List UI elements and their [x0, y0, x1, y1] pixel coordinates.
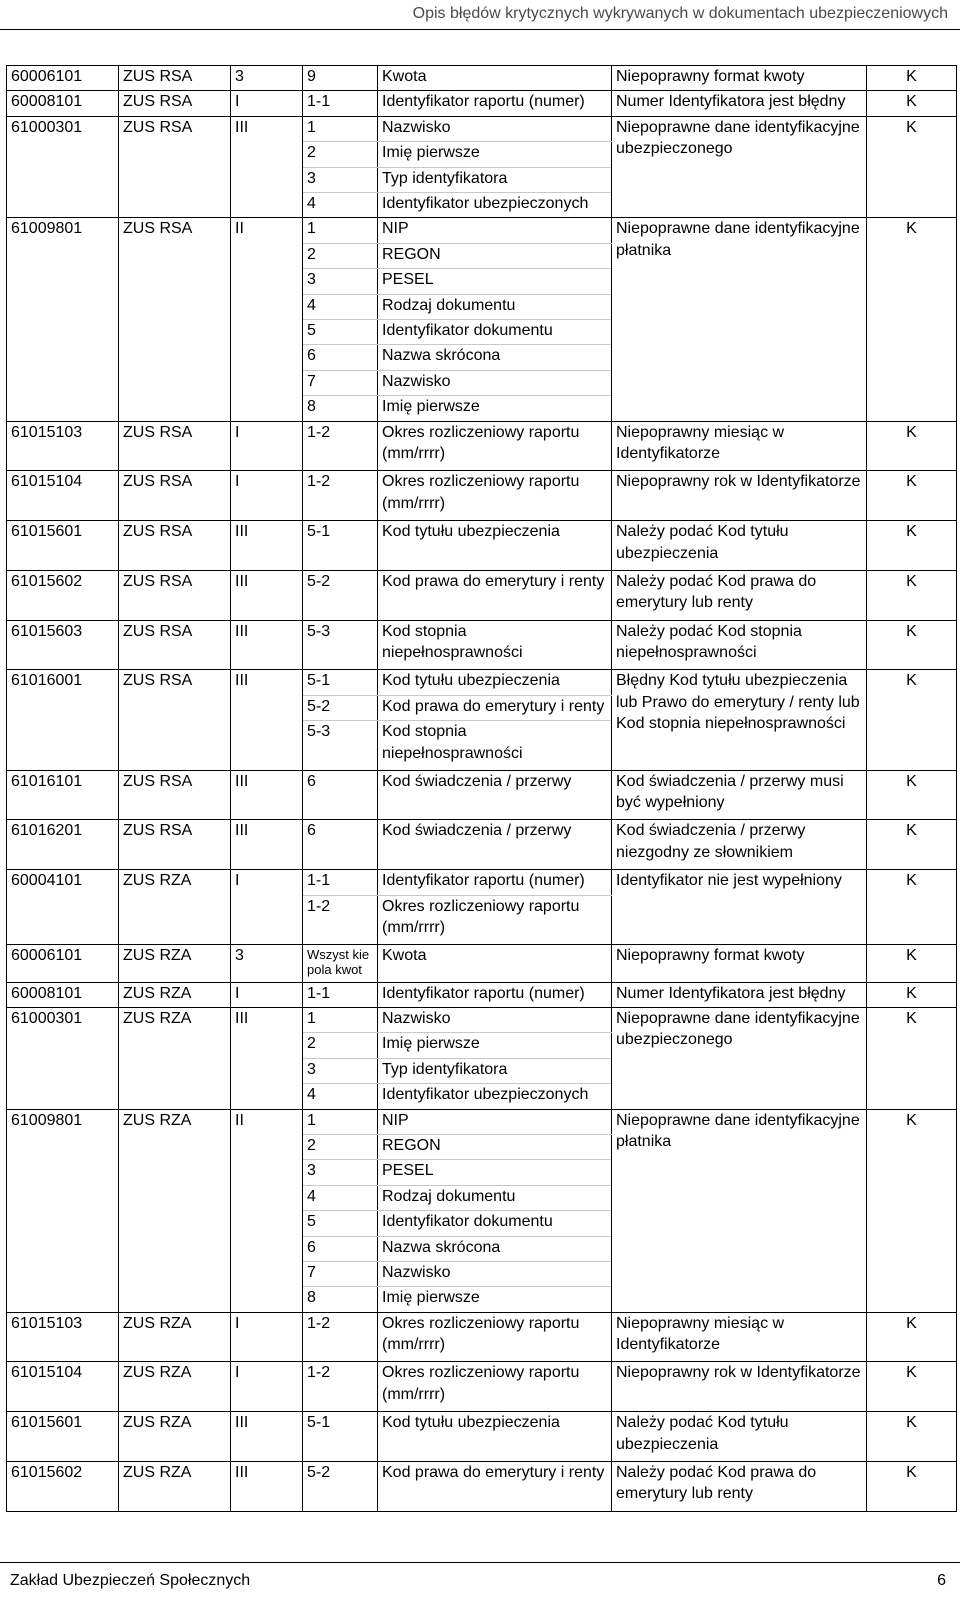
field-position: 5 — [303, 320, 378, 345]
table-row — [7, 1461, 957, 1511]
error-description: Niepoprawne dane identyfikacyjne płatnika — [612, 1109, 867, 1312]
section: I — [231, 421, 303, 471]
table-row — [7, 66, 957, 91]
error-description: Kod świadczenia / przerwy musi być wypełniony — [612, 770, 867, 820]
error-code: 61015603 — [7, 620, 119, 670]
document-type: ZUS RSA — [119, 670, 231, 771]
field-position: 4 — [303, 1084, 378, 1109]
error-code: 61009801 — [7, 1109, 119, 1312]
field-name: Kod świadczenia / przerwy — [378, 770, 612, 820]
table-row — [7, 218, 957, 243]
error-description: Niepoprawne dane identyfikacyjne płatnika — [612, 218, 867, 421]
error-code: 61015104 — [7, 1362, 119, 1412]
footer-page-number: 6 — [937, 1572, 946, 1589]
document-type: ZUS RSA — [119, 471, 231, 521]
table-row — [7, 570, 957, 620]
error-description: Należy podać Kod prawa do emerytury lub renty — [612, 570, 867, 620]
field-name: Kod stopnia niepełnosprawności — [378, 721, 612, 771]
field-name: Kwota — [378, 945, 612, 982]
error-code: 61009801 — [7, 218, 119, 421]
table-row — [7, 471, 957, 521]
section: I — [231, 982, 303, 1007]
document-type: ZUS RZA — [119, 1461, 231, 1511]
field-position: 1 — [303, 1109, 378, 1134]
footer-organization: Zakład Ubezpieczeń Społecznych — [10, 1572, 251, 1589]
severity-badge: K — [867, 620, 957, 670]
field-name: Imię pierwsze — [378, 1287, 612, 1312]
error-code: 61015104 — [7, 471, 119, 521]
field-position: 1-2 — [303, 471, 378, 521]
table-row — [7, 820, 957, 870]
field-name: Okres rozliczeniowy raportu (mm/rrrr) — [378, 421, 612, 471]
field-name: Kod świadczenia / przerwy — [378, 820, 612, 870]
error-description: Niepoprawne dane identyfikacyjne ubezpieczonego — [612, 1007, 867, 1109]
field-position: 1-2 — [303, 1362, 378, 1412]
field-position: 3 — [303, 269, 378, 294]
field-position: 5-2 — [303, 570, 378, 620]
severity-badge: K — [867, 870, 957, 945]
field-name: Identyfikator raportu (numer) — [378, 91, 612, 116]
field-position: 6 — [303, 1236, 378, 1261]
severity-badge: K — [867, 521, 957, 571]
field-position: 5-3 — [303, 721, 378, 771]
error-code: 60008101 — [7, 91, 119, 116]
field-position: 5-2 — [303, 1461, 378, 1511]
section: II — [231, 1109, 303, 1312]
field-name: Typ identyfikatora — [378, 167, 612, 192]
table-row — [7, 770, 957, 820]
field-position: 8 — [303, 1287, 378, 1312]
page-header — [0, 0, 960, 30]
field-name: Identyfikator ubezpieczonych — [378, 193, 612, 218]
severity-badge: K — [867, 770, 957, 820]
field-name: PESEL — [378, 1160, 612, 1185]
field-name: Okres rozliczeniowy raportu (mm/rrrr) — [378, 895, 612, 945]
section: 3 — [231, 945, 303, 982]
field-position: 4 — [303, 294, 378, 319]
field-name: NIP — [378, 1109, 612, 1134]
severity-badge: K — [867, 945, 957, 982]
field-name: Nazwisko — [378, 1261, 612, 1286]
table-row — [7, 1362, 957, 1412]
table-row — [7, 521, 957, 571]
field-name: Identyfikator raportu (numer) — [378, 870, 612, 895]
field-position: 4 — [303, 1185, 378, 1210]
field-position: 3 — [303, 1160, 378, 1185]
field-position: 1-1 — [303, 870, 378, 895]
section: I — [231, 870, 303, 945]
section: III — [231, 521, 303, 571]
field-position: 1 — [303, 1007, 378, 1032]
section: 3 — [231, 66, 303, 91]
field-position: Wszyst kie pola kwot — [303, 945, 378, 982]
error-code: 60008101 — [7, 982, 119, 1007]
error-code: 61000301 — [7, 1007, 119, 1109]
field-name: Kod prawa do emerytury i renty — [378, 1461, 612, 1511]
severity-badge: K — [867, 66, 957, 91]
field-name: Okres rozliczeniowy raportu (mm/rrrr) — [378, 1312, 612, 1362]
error-code: 61000301 — [7, 116, 119, 218]
error-description: Należy podać Kod stopnia niepełnosprawności — [612, 620, 867, 670]
section: III — [231, 770, 303, 820]
field-position: 5-1 — [303, 1412, 378, 1462]
error-description: Niepoprawny rok w Identyfikatorze — [612, 471, 867, 521]
severity-badge: K — [867, 1461, 957, 1511]
document-type: ZUS RSA — [119, 521, 231, 571]
field-position: 2 — [303, 243, 378, 268]
document-type: ZUS RZA — [119, 982, 231, 1007]
document-type: ZUS RZA — [119, 1362, 231, 1412]
document-type: ZUS RSA — [119, 620, 231, 670]
field-position: 6 — [303, 820, 378, 870]
document-type: ZUS RSA — [119, 116, 231, 218]
field-position: 5-3 — [303, 620, 378, 670]
field-name: Okres rozliczeniowy raportu (mm/rrrr) — [378, 1362, 612, 1412]
section: II — [231, 218, 303, 421]
error-table — [6, 65, 957, 1512]
field-position: 2 — [303, 142, 378, 167]
severity-badge: K — [867, 218, 957, 421]
field-position: 5-2 — [303, 695, 378, 720]
severity-badge: K — [867, 1362, 957, 1412]
document-type: ZUS RZA — [119, 1412, 231, 1462]
error-code: 60006101 — [7, 66, 119, 91]
field-position: 7 — [303, 1261, 378, 1286]
field-name: Nazwa skrócona — [378, 345, 612, 370]
severity-badge: K — [867, 116, 957, 218]
section: III — [231, 1007, 303, 1109]
field-position: 4 — [303, 193, 378, 218]
table-row — [7, 982, 957, 1007]
field-name: Kod tytułu ubezpieczenia — [378, 521, 612, 571]
field-name: Rodzaj dokumentu — [378, 1185, 612, 1210]
document-type: ZUS RSA — [119, 91, 231, 116]
field-name: Imię pierwsze — [378, 396, 612, 421]
field-name: Identyfikator dokumentu — [378, 320, 612, 345]
table-row — [7, 670, 957, 695]
field-name: Imię pierwsze — [378, 1033, 612, 1058]
field-name: NIP — [378, 218, 612, 243]
field-position: 3 — [303, 1058, 378, 1083]
severity-badge: K — [867, 982, 957, 1007]
error-description: Niepoprawne dane identyfikacyjne ubezpieczonego — [612, 116, 867, 218]
field-position: 5-1 — [303, 670, 378, 695]
document-type: ZUS RSA — [119, 218, 231, 421]
field-name: Nazwisko — [378, 370, 612, 395]
document-type: ZUS RSA — [119, 820, 231, 870]
field-name: Okres rozliczeniowy raportu (mm/rrrr) — [378, 471, 612, 521]
error-code: 60004101 — [7, 870, 119, 945]
field-position: 1-2 — [303, 421, 378, 471]
error-code: 61015601 — [7, 1412, 119, 1462]
table-row — [7, 91, 957, 116]
field-position: 7 — [303, 370, 378, 395]
error-description: Należy podać Kod tytułu ubezpieczenia — [612, 521, 867, 571]
table-row — [7, 1412, 957, 1462]
field-name: Kod prawa do emerytury i renty — [378, 570, 612, 620]
field-name: Kod stopnia niepełnosprawności — [378, 620, 612, 670]
field-name: Rodzaj dokumentu — [378, 294, 612, 319]
field-position: 6 — [303, 345, 378, 370]
page-header-title: Opis błędów krytycznych wykrywanych w dokumentach ubezpieczeniowych — [412, 5, 948, 22]
error-description: Kod świadczenia / przerwy niezgodny ze słownikiem — [612, 820, 867, 870]
severity-badge: K — [867, 421, 957, 471]
field-name: Kwota — [378, 66, 612, 91]
field-position: 5 — [303, 1211, 378, 1236]
field-name: Identyfikator raportu (numer) — [378, 982, 612, 1007]
field-name: REGON — [378, 1134, 612, 1159]
table-row — [7, 870, 957, 895]
field-position: 3 — [303, 167, 378, 192]
section: I — [231, 1312, 303, 1362]
document-type: ZUS RZA — [119, 870, 231, 945]
section: I — [231, 471, 303, 521]
severity-badge: K — [867, 1007, 957, 1109]
field-position: 6 — [303, 770, 378, 820]
section: III — [231, 116, 303, 218]
error-description: Błędny Kod tytułu ubezpieczenia lub Prawo do emerytury / renty lub Kod stopnia niepełnosprawności — [612, 670, 867, 771]
document-type: ZUS RZA — [119, 1312, 231, 1362]
error-description: Numer Identyfikatora jest błędny — [612, 982, 867, 1007]
field-name: Kod prawa do emerytury i renty — [378, 695, 612, 720]
document-type: ZUS RZA — [119, 1109, 231, 1312]
field-name: Imię pierwsze — [378, 142, 612, 167]
error-description: Niepoprawny miesiąc w Identyfikatorze — [612, 421, 867, 471]
section: III — [231, 1461, 303, 1511]
error-code: 61015103 — [7, 421, 119, 471]
severity-badge: K — [867, 471, 957, 521]
error-description: Identyfikator nie jest wypełniony — [612, 870, 867, 945]
section: I — [231, 1362, 303, 1412]
field-name: Identyfikator dokumentu — [378, 1211, 612, 1236]
error-code: 61015601 — [7, 521, 119, 571]
severity-badge: K — [867, 570, 957, 620]
page-footer — [0, 1562, 960, 1600]
table-row — [7, 116, 957, 141]
field-position: 1-1 — [303, 982, 378, 1007]
field-name: Nazwisko — [378, 116, 612, 141]
field-position: 1-2 — [303, 895, 378, 945]
field-position: 9 — [303, 66, 378, 91]
table-row — [7, 1109, 957, 1134]
field-position: 8 — [303, 396, 378, 421]
table-row — [7, 1007, 957, 1032]
field-position: 1-1 — [303, 91, 378, 116]
document-type: ZUS RSA — [119, 770, 231, 820]
field-position: 2 — [303, 1033, 378, 1058]
severity-badge: K — [867, 670, 957, 771]
field-name: Identyfikator ubezpieczonych — [378, 1084, 612, 1109]
field-name: Typ identyfikatora — [378, 1058, 612, 1083]
error-description: Należy podać Kod tytułu ubezpieczenia — [612, 1412, 867, 1462]
table-row — [7, 620, 957, 670]
error-code: 61016101 — [7, 770, 119, 820]
section: III — [231, 820, 303, 870]
error-code: 61015602 — [7, 1461, 119, 1511]
field-position: 1 — [303, 218, 378, 243]
severity-badge: K — [867, 820, 957, 870]
field-name: PESEL — [378, 269, 612, 294]
error-description: Numer Identyfikatora jest błędny — [612, 91, 867, 116]
error-description: Niepoprawny miesiąc w Identyfikatorze — [612, 1312, 867, 1362]
error-description: Niepoprawny format kwoty — [612, 66, 867, 91]
document-type: ZUS RSA — [119, 570, 231, 620]
section: III — [231, 1412, 303, 1462]
section: III — [231, 570, 303, 620]
error-table-body — [7, 66, 957, 1512]
field-name: REGON — [378, 243, 612, 268]
field-position: 5-1 — [303, 521, 378, 571]
severity-badge: K — [867, 1412, 957, 1462]
section: I — [231, 91, 303, 116]
error-code: 61016201 — [7, 820, 119, 870]
field-name: Kod tytułu ubezpieczenia — [378, 1412, 612, 1462]
field-position: 1-2 — [303, 1312, 378, 1362]
error-table-container — [6, 65, 956, 1512]
error-code: 60006101 — [7, 945, 119, 982]
error-description: Niepoprawny rok w Identyfikatorze — [612, 1362, 867, 1412]
table-row — [7, 945, 957, 982]
section: III — [231, 670, 303, 771]
field-name: Nazwa skrócona — [378, 1236, 612, 1261]
document-type: ZUS RZA — [119, 945, 231, 982]
error-code: 61015103 — [7, 1312, 119, 1362]
field-name: Kod tytułu ubezpieczenia — [378, 670, 612, 695]
document-type: ZUS RSA — [119, 421, 231, 471]
error-description: Niepoprawny format kwoty — [612, 945, 867, 982]
section: III — [231, 620, 303, 670]
error-code: 61016001 — [7, 670, 119, 771]
severity-badge: K — [867, 1109, 957, 1312]
error-description: Należy podać Kod prawa do emerytury lub renty — [612, 1461, 867, 1511]
severity-badge: K — [867, 1312, 957, 1362]
document-type: ZUS RZA — [119, 1007, 231, 1109]
field-name: Nazwisko — [378, 1007, 612, 1032]
table-row — [7, 421, 957, 471]
table-row — [7, 1312, 957, 1362]
field-position: 1 — [303, 116, 378, 141]
document-type: ZUS RSA — [119, 66, 231, 91]
severity-badge: K — [867, 91, 957, 116]
field-position: 2 — [303, 1134, 378, 1159]
error-code: 61015602 — [7, 570, 119, 620]
